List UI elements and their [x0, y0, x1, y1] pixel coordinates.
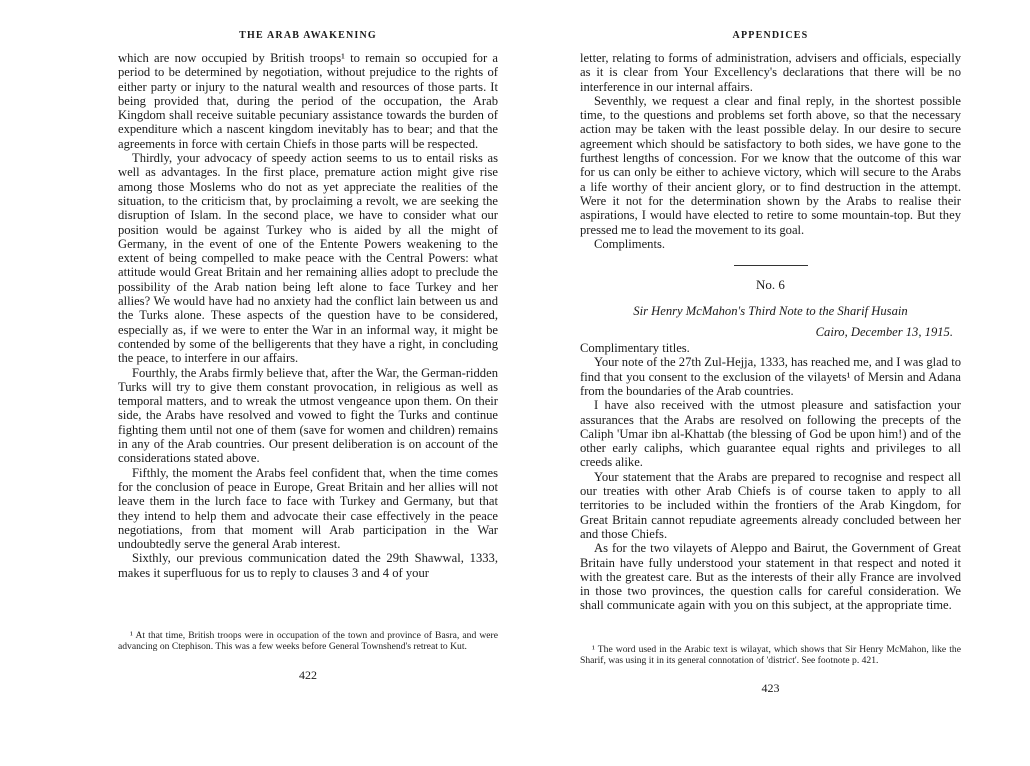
paragraph: Sixthly, our previous communication dated the 29th Shawwal, 1333, makes it superfluous for us to reply to clauses 3 and 4 of your	[118, 551, 498, 580]
paragraph: I have also received with the utmost pleasure and satisfaction your assurances that the Arabs are resolved on following the precepts of the Caliph 'Umar ibn al-Khattab (the blessing of God be upon him!) and of the other early caliphs, which guarantee equal rights and privileges to all creeds alike.	[580, 398, 961, 470]
footnote-text: ¹ At that time, British troops were in occupation of the town and province of Basra, and were advancing on Ctephison. This was a few weeks before General Townshend's retreat to Kut.	[118, 630, 498, 653]
paragraph: letter, relating to forms of administration, advisers and officials, especially as it is clear from Your Excellency's declarations that there will be no interference in our internal affairs.	[580, 51, 961, 94]
right-page	[580, 0, 961, 766]
footnote-text: ¹ The word used in the Arabic text is wilayat, which shows that Sir Henry McMahon, like the Sharif, was using it in its general connotation of 'district'. See footnote p. 421.	[580, 644, 961, 667]
paragraph: Seventhly, we request a clear and final reply, in the shortest possible time, to the questions and problems set forth above, so that the necessary action may be taken with the least possible delay. In our desire to secure agreement which should be satisfactory to both sides, we have gone to the furthest lengths of concession. For we know that the outcome of this war for us can only be either to achieve victory, which will secure to the Arabs a life worthy of their ancient glory, or to find destruction in the attempt. Were it not for the determination shown by the Arabs to realise their aspirations, I would have elected to retire to some mountain-top. But they pressed me to lead the movement to its goal.	[580, 93, 961, 237]
paragraph: Fifthly, the moment the Arabs feel confident that, when the time comes for the conclusion of peace in Europe, Great Britain and her allies will not leave them in the lurch face to face with Turkey and Germany, but that they intend to help them and advocate their case effectively in the peace negotiations, from that moment will Arab participation in the War undoubtedly serve the general Arab interest.	[118, 465, 498, 552]
running-head-right: APPENDICES	[732, 30, 809, 41]
left-page	[118, 0, 498, 766]
paragraph: which are now occupied by British troops¹ to remain so occupied for a period to be determined by negotiation, without prejudice to the rights of either party or injury to the natural wealth and resources of those parts. It being provided that, during the period of the occupation, the Arab Kingdom shall receive suitable pecuniary assistance towards the burden of expenditure which a nascent kingdom inevitably has to bear; and that the agreements in force with certain Chiefs in those parts will be respected.	[118, 51, 498, 151]
footnote-left	[118, 630, 498, 652]
closing-compliments: Compliments.	[594, 236, 666, 251]
document-number: No. 6	[756, 277, 785, 293]
section-divider	[734, 265, 808, 266]
paragraph: Complimentary titles.	[580, 341, 690, 356]
paragraph: Fourthly, the Arabs firmly believe that, after the War, the German-ridden Turks will try to give them constant provocation, in religious as well as temporal matters, and to wreak the utmost vengeance upon them. On their side, the Arabs have resolved and vowed to fight the Turks and continue fighting them until not one of them (save for women and children) remains in any of the Arab countries. Our present deliberation is on account of the considerations stated above.	[118, 365, 498, 466]
page-number-right: 423	[761, 681, 780, 695]
paragraph: Thirdly, your advocacy of speedy action seems to us to entail risks as well as advantages. In the first place, premature action might give rise among those Moslems who do not as yet appreciate the realities of the situation, to the criticism that, by proclaiming a revolt, we are seeking the disruption of Islam. In the second place, we have to consider what our position would be against Turkey who is aided by all the might of Germany, in the event of one of the Entente Powers weakening to the extent of being compelled to make peace with the Central Powers: what attitude would Great Britain and her remaining allies adopt to preclude the possibility of the Arab nation being left alone to face Turkey and her allies? We would have had no anxiety had the conflict lain between us and the Turks alone. These aspects of the question have to be considered, especially as, if we were to enter the War in an informal way, it might be contended by some of the belligerents that they have a right, in concluding the peace, to interfere in our affairs.	[118, 151, 498, 366]
document-title: Sir Henry McMahon's Third Note to the Sharif Husain	[633, 304, 908, 319]
page-number-left: 422	[299, 668, 317, 682]
paragraph: As for the two vilayets of Aleppo and Bairut, the Government of Great Britain have fully understood your statement in that respect and noted it with the greatest care. But as the interests of their ally France are involved in those two provinces, the question calls for careful consideration. We shall communicate again with you on this subject, at the appropriate time.	[580, 541, 961, 613]
footnote-right	[580, 644, 961, 666]
running-head-left: THE ARAB AWAKENING	[239, 30, 377, 41]
paragraph: Your note of the 27th Zul-Hejja, 1333, has reached me, and I was glad to find that you consent to the exclusion of the vilayets¹ of Mersin and Adana from the boundaries of the Arab countries.	[580, 355, 961, 398]
left-body-text	[118, 51, 498, 580]
right-body-text	[580, 51, 961, 613]
paragraph: Your statement that the Arabs are prepared to recognise and respect all our treaties with other Arab Chiefs is of course taken to apply to all territories to be included within the frontiers of the Arab Kingdom, for Great Britain cannot repudiate agreements already concluded between her and those Chiefs.	[580, 469, 961, 541]
dateline: Cairo, December 13, 1915.	[815, 324, 953, 339]
